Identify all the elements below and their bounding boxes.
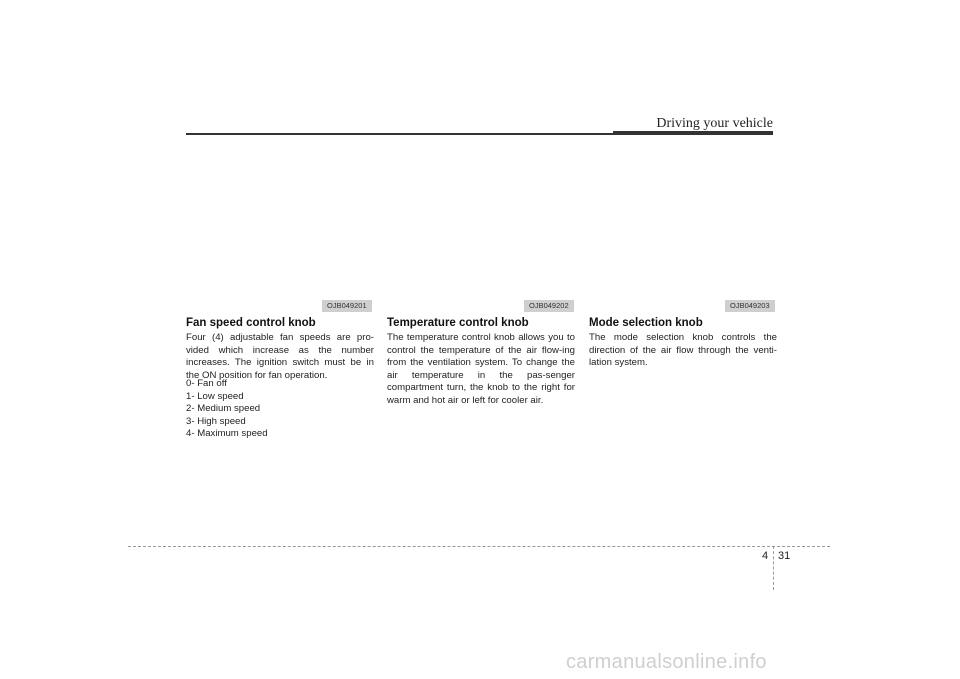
running-header-title: Driving your vehicle bbox=[656, 116, 773, 131]
image-code-label: OJB049201 bbox=[322, 300, 372, 312]
fan-speed-list bbox=[186, 378, 268, 441]
header-rule-accent bbox=[613, 131, 773, 135]
list-item: 2- Medium speed bbox=[186, 403, 261, 414]
section-body-mode: The mode selection knob controls the direction of the air flow through the venti-lation system. bbox=[589, 332, 777, 368]
page-number: 31 bbox=[778, 550, 791, 562]
list-item: 1- Low speed bbox=[186, 390, 244, 402]
footer-vertical-dashed-rule bbox=[773, 546, 774, 590]
section-heading-temperature: Temperature control knob bbox=[387, 317, 529, 329]
watermark: carmanualsonline.info bbox=[566, 651, 767, 673]
list-item: 0- Fan off bbox=[186, 378, 227, 389]
image-code-label: OJB049202 bbox=[524, 300, 574, 312]
chapter-number: 4 bbox=[762, 550, 769, 562]
section-heading-mode: Mode selection knob bbox=[589, 317, 703, 329]
list-item: 3- High speed bbox=[186, 415, 246, 427]
section-body-temperature: The temperature control knob allows you to control the temperature of the air flow-ing from the ventilation system. To change the air temperature in the pas-senger compartment turn, the knob to the right for warm and hot air or left for cooler air. bbox=[387, 332, 575, 406]
section-body-fan-speed: Four (4) adjustable fan speeds are pro-vided which increase as the number increases. The ignition switch must be in the ON position for fan operation. bbox=[186, 332, 374, 381]
image-code-label: OJB049203 bbox=[725, 300, 775, 312]
section-heading-fan-speed: Fan speed control knob bbox=[186, 317, 316, 329]
footer-dashed-rule bbox=[128, 546, 830, 547]
list-item: 4- Maximum speed bbox=[186, 428, 268, 439]
